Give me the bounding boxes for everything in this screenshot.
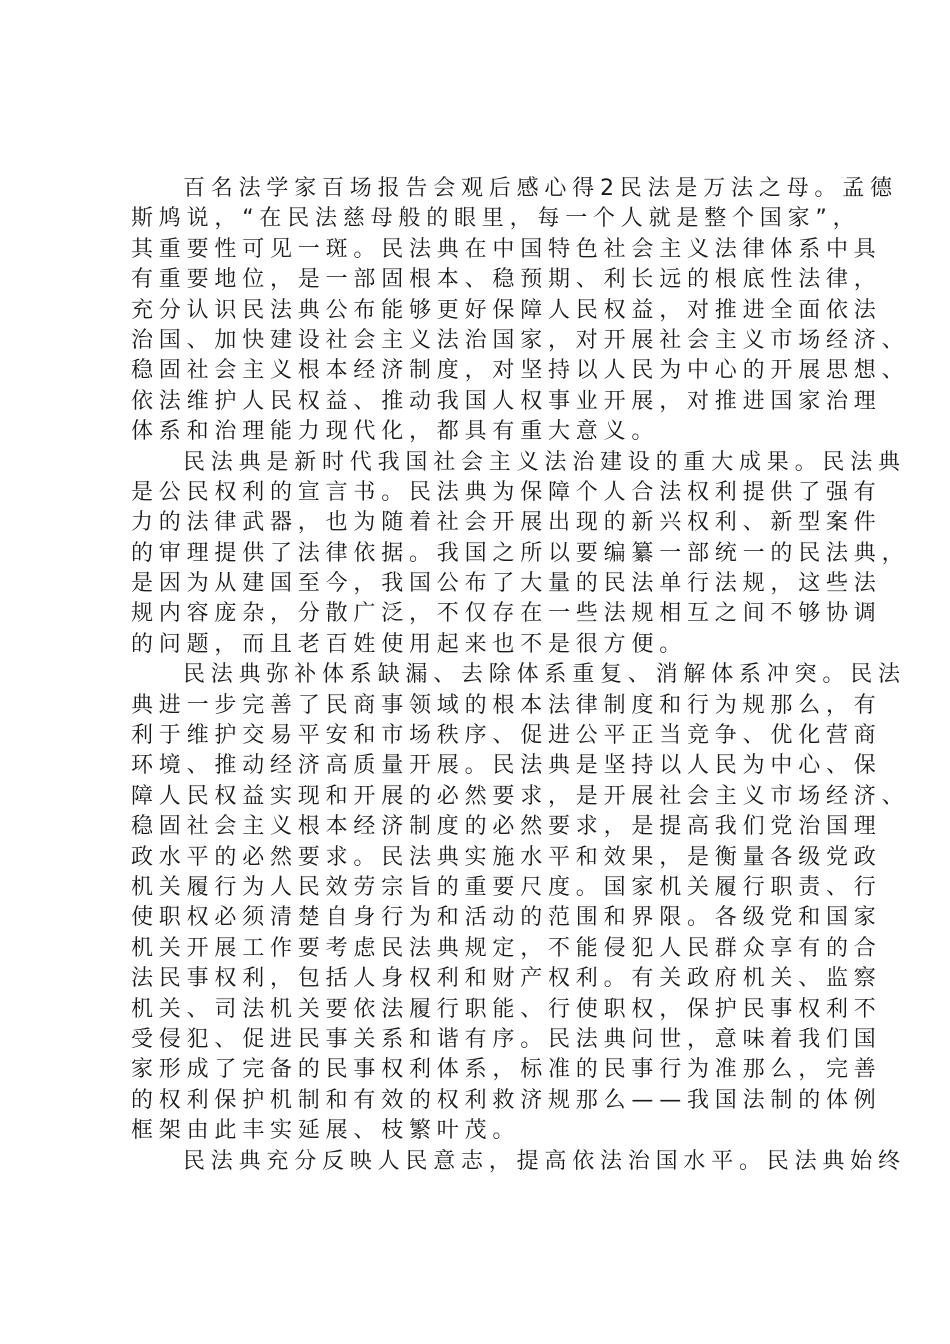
- text-line: 机关履行为人民效劳宗旨的重要尺度。国家机关履行职责、行: [131, 874, 882, 900]
- text-line: 有重要地位，是一部固根本、稳预期、利长远的根底性法律，: [131, 267, 882, 293]
- text-line: 利于维护交易平安和市场秩序、促进公平正当竞争、优化营商: [131, 723, 882, 749]
- document-body: [131, 174, 910, 1177]
- text-line: 的审理提供了法律依据。我国之所以要编纂一部统一的民法典，: [131, 540, 910, 566]
- text-line: 法民事权利，包括人身权利和财产权利。有关政府机关、监察: [131, 966, 882, 992]
- paragraph: [131, 174, 910, 448]
- text-line: 框架由此丰实延展、枝繁叶茂。: [131, 1118, 521, 1144]
- text-line: 障人民权益实现和开展的必然要求，是开展社会主义市场经济、: [131, 783, 910, 809]
- paragraph: [131, 1147, 906, 1177]
- text-line: 力的法律武器，也为随着社会开展出现的新兴权利、新型案件: [131, 510, 882, 536]
- text-line: 使职权必须清楚自身行为和活动的范围和界限。各级党和国家: [131, 905, 882, 931]
- text-line: 典进一步完善了民商事领域的根本法律制度和行为规那么，有: [131, 692, 882, 718]
- text-line: 民法典是新时代我国社会主义法治建设的重大成果。民法典: [183, 449, 906, 475]
- text-line: 百名法学家百场报告会观后感心得2民法是万法之母。孟德: [183, 176, 898, 201]
- text-line: 机关、司法机关要依法履行职能、行使职权，保护民事权利不: [131, 996, 882, 1022]
- text-line: 家形成了完备的民事权利体系，标准的民事行为准那么，完善: [131, 1057, 882, 1083]
- text-line: 的问题，而且老百姓使用起来也不是很方便。: [131, 631, 688, 657]
- text-line: 其重要性可见一斑。民法典在中国特色社会主义法律体系中具: [131, 236, 882, 262]
- text-line: 规内容庞杂，分散广泛，不仅存在一些法规相互之间不够协调: [131, 601, 882, 627]
- text-line: 民法典弥补体系缺漏、去除体系重复、消解体系冲突。民法: [183, 662, 906, 688]
- text-line: 民法典充分反映人民意志，提高依法治国水平。民法典始终: [183, 1148, 906, 1174]
- text-line: 治国、加快建设社会主义法治国家，对开展社会主义市场经济、: [131, 327, 910, 353]
- text-line: 充分认识民法典公布能够更好保障人民权益，对推进全面依法: [131, 297, 882, 323]
- text-line: 依法维护人民权益、推动我国人权事业开展，对推进国家治理: [131, 388, 882, 414]
- text-line: 的权利保护机制和有效的权利救济规那么——我国法制的体例: [131, 1087, 882, 1113]
- text-line: 机关开展工作要考虑民法典规定，不能侵犯人民群众享有的合: [131, 935, 882, 961]
- text-line: 环境、推动经济高质量开展。民法典是坚持以人民为中心、保: [131, 753, 882, 779]
- text-line: 稳固社会主义根本经济制度的必然要求，是提高我们党治国理: [131, 814, 882, 840]
- text-line: 是因为从建国至今，我国公布了大量的民法单行法规，这些法: [131, 571, 882, 597]
- paragraph: [131, 448, 910, 661]
- text-line: 斯鸠说，“在民法慈母般的眼里，每一个人就是整个国家”，: [131, 206, 861, 232]
- text-line: 体系和治理能力现代化，都具有重大意义。: [131, 419, 660, 445]
- text-line: 政水平的必然要求。民法典实施水平和效果，是衡量各级党政: [131, 844, 882, 870]
- paragraph: [131, 660, 910, 1146]
- text-line: 是公民权利的宣言书。民法典为保障个人合法权利提供了强有: [131, 479, 882, 505]
- text-line: 受侵犯、促进民事关系和谐有序。民法典问世，意味着我们国: [131, 1026, 882, 1052]
- text-line: 稳固社会主义根本经济制度，对坚持以人民为中心的开展思想、: [131, 358, 910, 384]
